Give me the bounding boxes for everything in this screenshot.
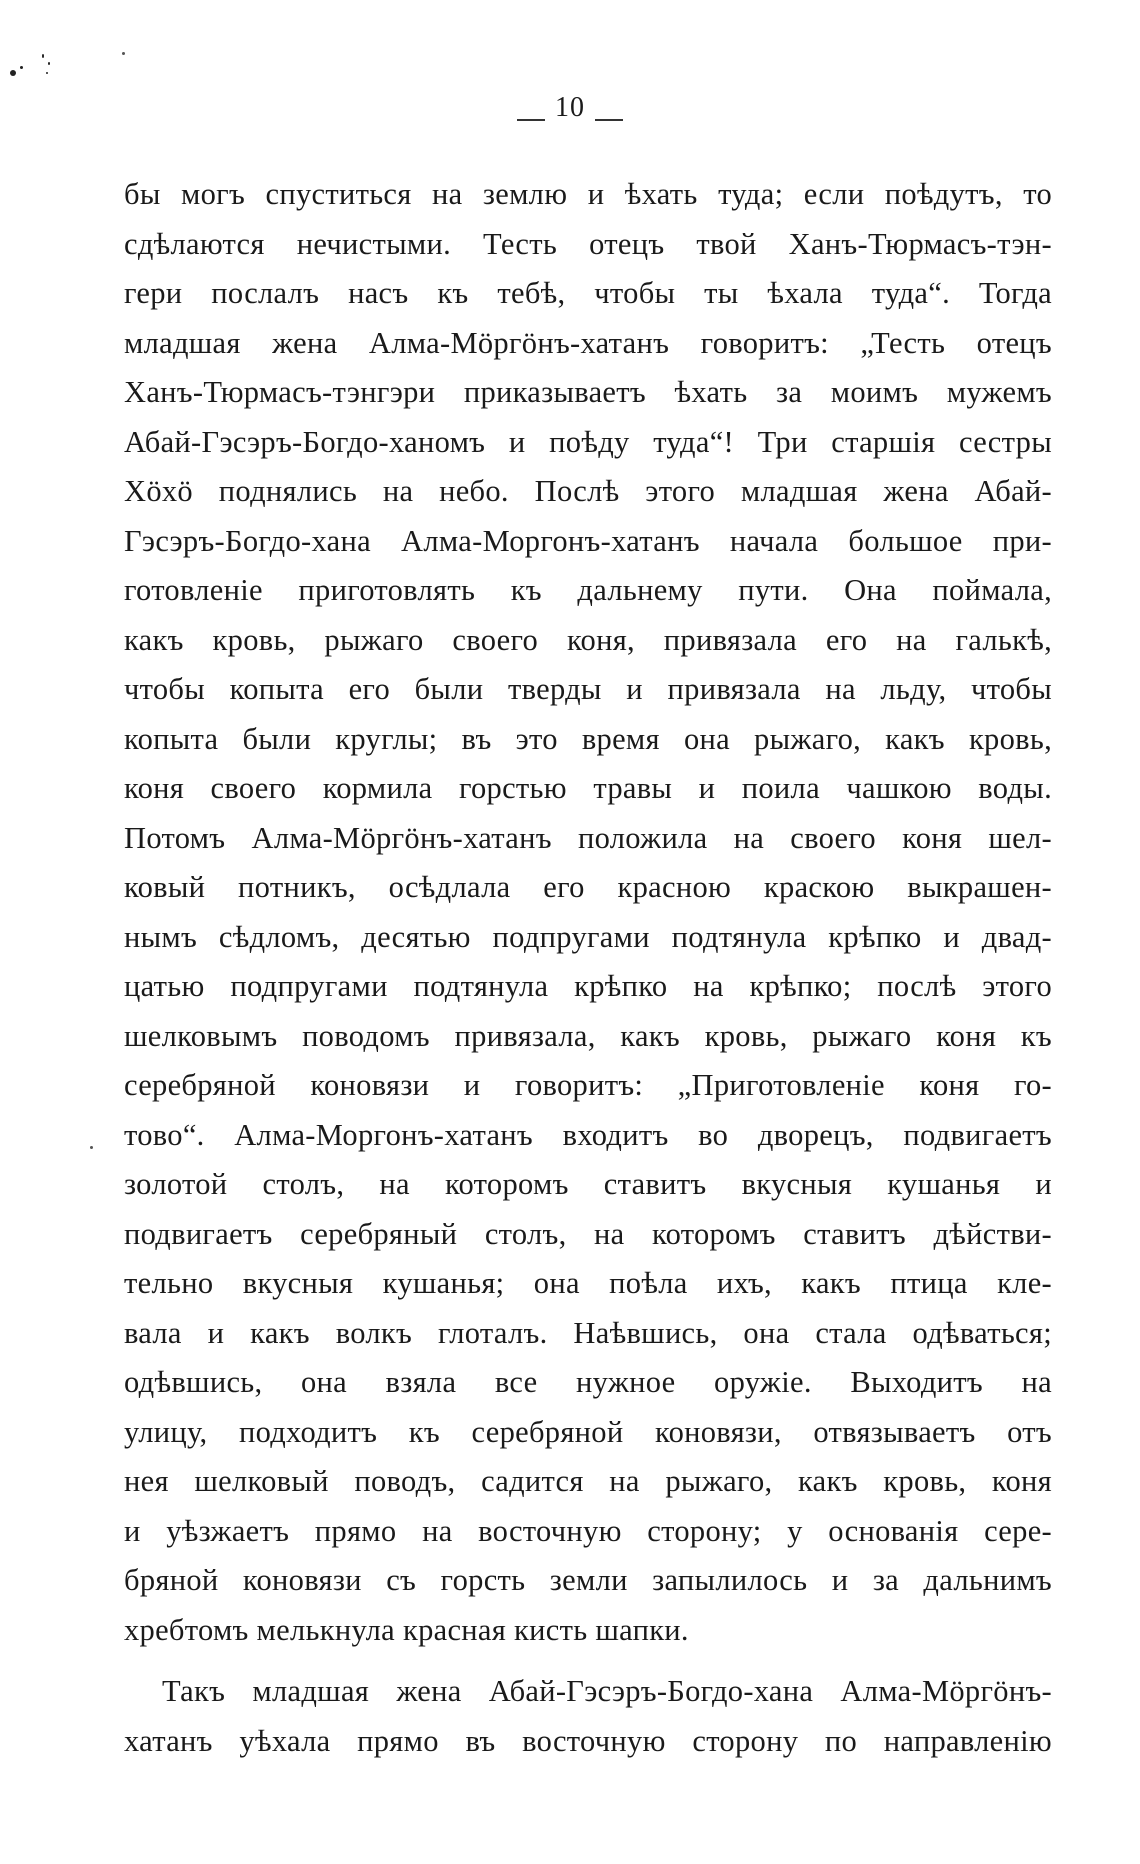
text-line: гери послалъ насъ къ тебѣ, чтобы ты ѣхала туда“. Тогда bbox=[124, 276, 1052, 310]
text-line: бы могъ спуститься на землю и ѣхать туда; если поѣдутъ, то bbox=[124, 177, 1052, 211]
text-line: нымъ сѣдломъ, десятью подпругами подтянула крѣпко и двад- bbox=[124, 919, 1052, 954]
text-line: и уѣзжаетъ прямо на восточную сторону; у основанія сере- bbox=[124, 1513, 1052, 1548]
text-line: золотой столъ, на которомъ ставитъ вкусныя кушанья и bbox=[124, 1167, 1052, 1201]
paragraph bbox=[124, 1667, 1052, 1766]
scan-specks bbox=[8, 48, 58, 88]
text-line: вала и какъ волкъ глоталъ. Наѣвшись, она стала одѣваться; bbox=[124, 1315, 1052, 1350]
scan-speck bbox=[90, 1146, 93, 1149]
text-line: тово“. Алма-Моргонъ-хатанъ входитъ во дворецъ, подвигаетъ bbox=[124, 1117, 1052, 1152]
text-line: готовленіе приготовлять къ дальнему пути. Она поймала, bbox=[124, 573, 1052, 607]
paragraph bbox=[124, 170, 1052, 1655]
page-number-value: 10 bbox=[555, 92, 585, 123]
text-line: цатью подпругами подтянула крѣпко на крѣпко; послѣ этого bbox=[124, 969, 1052, 1003]
text-line: коня своего кормила горстью травы и поила чашкою воды. bbox=[124, 771, 1052, 805]
text-line: хатанъ уѣхала прямо въ восточную сторону по направленію bbox=[124, 1723, 1052, 1758]
text-line: Гэсэръ-Богдо-хана Алма-Моргонъ-хатанъ начала большое при- bbox=[124, 523, 1052, 558]
page-number-dash-left bbox=[517, 119, 545, 121]
text-line: серебряной коновязи и говоритъ: „Приготовленіе коня го- bbox=[124, 1068, 1052, 1102]
text-line: одѣвшись, она взяла все нужное оружіе. Выходитъ на bbox=[124, 1365, 1052, 1399]
text-line: хребтомъ мелькнула красная кисть шапки. bbox=[124, 1612, 689, 1647]
text-line: Абай-Гэсэръ-Богдо-ханомъ и поѣду туда“! Три старшія сестры bbox=[124, 424, 1052, 459]
text-line: Ханъ-Тюрмасъ-тэнгэри приказываетъ ѣхать за моимъ мужемъ bbox=[124, 375, 1052, 409]
body-text bbox=[124, 170, 1052, 1766]
text-line: нея шелковый поводъ, садится на рыжаго, какъ кровь, коня bbox=[124, 1464, 1052, 1498]
text-line: Хöхö поднялись на небо. Послѣ этого младшая жена Абай- bbox=[124, 474, 1052, 508]
text-line: чтобы копыта его были тверды и привязала на льду, чтобы bbox=[124, 672, 1052, 706]
scan-speck bbox=[42, 54, 44, 58]
text-line: сдѣлаются нечистыми. Тесть отецъ твой Ханъ-Тюрмасъ-тэн- bbox=[124, 226, 1052, 261]
page-number-dash-right bbox=[595, 119, 623, 121]
text-line: Потомъ Алма-Мöргöнъ-хатанъ положила на своего коня шел- bbox=[124, 820, 1052, 855]
text-line: шелковымъ поводомъ привязала, какъ кровь, рыжаго коня къ bbox=[124, 1018, 1052, 1053]
scan-speck bbox=[48, 62, 50, 65]
paragraph-gap bbox=[124, 1655, 1052, 1667]
scan-speck bbox=[46, 72, 48, 74]
text-line: бряной коновязи съ горсть земли запылилось и за дальнимъ bbox=[124, 1563, 1052, 1597]
text-line: ковый потникъ, осѣдлала его красною краскою выкрашен- bbox=[124, 870, 1052, 904]
text-line: подвигаетъ серебряный столъ, на которомъ ставитъ дѣйстви- bbox=[124, 1216, 1052, 1251]
text-line: копыта были круглы; въ это время она рыжаго, какъ кровь, bbox=[124, 721, 1052, 756]
text-line: какъ кровь, рыжаго своего коня, привязала его на галькѣ, bbox=[124, 622, 1052, 657]
text-line: улицу, подходитъ къ серебряной коновязи, отвязываетъ отъ bbox=[124, 1414, 1052, 1449]
text-line: Такъ младшая жена Абай-Гэсэръ-Богдо-хана Алма-Мöргöнъ- bbox=[162, 1674, 1052, 1708]
scan-speck bbox=[20, 66, 23, 69]
scan-speck bbox=[122, 52, 125, 55]
text-line: младшая жена Алма-Мöргöнъ-хатанъ говоритъ: „Тесть отецъ bbox=[124, 325, 1052, 360]
page-number bbox=[0, 92, 1140, 124]
text-line: тельно вкусныя кушанья; она поѣла ихъ, какъ птица кле- bbox=[124, 1266, 1052, 1300]
scan-speck bbox=[10, 70, 16, 76]
